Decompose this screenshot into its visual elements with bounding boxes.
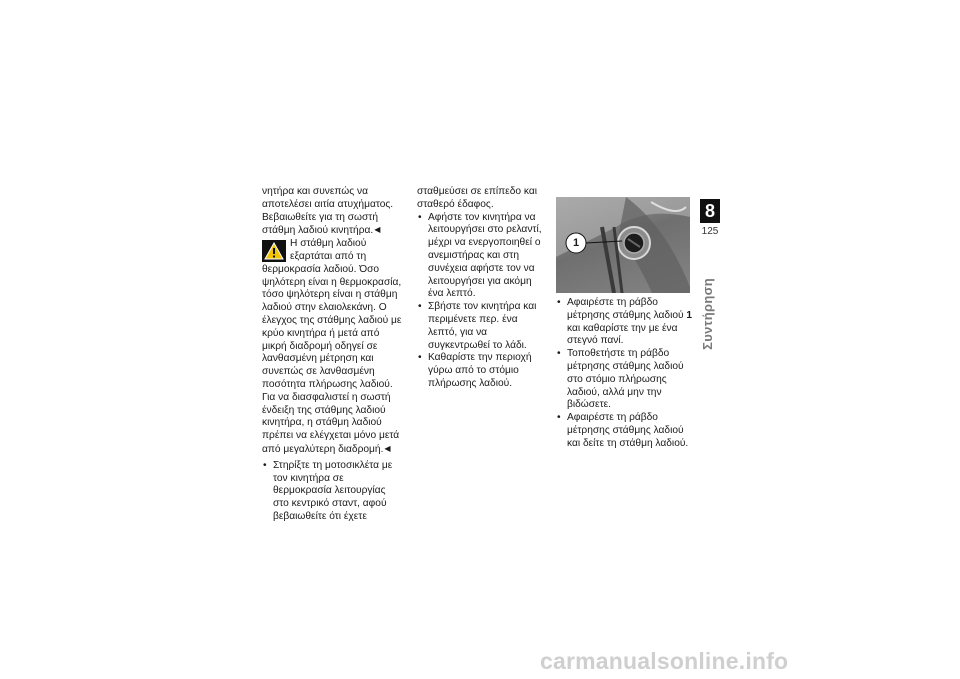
text-column-1 <box>262 186 402 524</box>
instruction-list-1 <box>262 460 402 524</box>
end-mark-icon: ◀ <box>384 443 391 453</box>
paragraph-long-ride-text: Για να διασφαλιστεί η σωστή ένδειξη της στάθμης λαδιού κινητήρα, η στάθμη λαδιού πρέπει να ελέγχεται μόνο μετά από μεγαλύτερη διαδρομή. <box>262 391 400 455</box>
list-item: • Αφαιρέστε τη ράβδο μέτρησης στάθμης λαδιού και δείτε τη στάθμη λαδιού. <box>556 412 694 450</box>
instruction-list-3 <box>556 297 694 451</box>
list-item: • Στηρίξτε τη μοτοσικλέτα με τον κινητήρα σε θερμοκρασία λειτουργίας στο κεντρικό σταντ, αφού βεβαιωθείτε ότι έχετε <box>262 460 402 524</box>
list-item: • Τοποθετήστε τη ράβδο μέτρησης στάθμης λαδιού στο στόμιο πλήρωσης λαδιού, αλλά μην την βιδώσετε. <box>556 348 694 412</box>
paragraph-continuation: νητήρα και συνεπώς να αποτελέσει αιτία ατυχήματος. <box>262 186 394 210</box>
text-column-2 <box>417 186 549 391</box>
text-column-3 <box>556 197 694 451</box>
paragraph-long-ride <box>262 392 402 457</box>
list-item <box>556 297 694 348</box>
engine-oil-dipstick-photo <box>556 197 690 293</box>
list-item: • Καθαρίστε την περιοχή γύρω από το στόμιο πλήρωσης λαδιού. <box>417 352 549 390</box>
watermark: carmanualsonline.info <box>540 648 789 674</box>
list-item: • Σβήστε τον κινητήρα και περιμένετε περ. ένα λεπτό, για να συγκεντρωθεί το λάδι. <box>417 301 549 352</box>
paragraph-continuation: σταθμεύσει σε επίπεδο και σταθερό έδαφος. <box>417 186 537 210</box>
callout-reference: 1 <box>686 309 693 321</box>
paragraph-oil-check-text: Βεβαιωθείτε για τη σωστή στάθμη λαδιού κινητήρα. <box>262 211 378 237</box>
warning-block <box>262 238 402 392</box>
chapter-number: 8 <box>700 199 720 223</box>
list-item-text: και καθαρίστε την με ένα στεγνό πανί. <box>567 322 678 347</box>
photo-callout-label: 1 <box>572 237 580 249</box>
end-mark-icon: ◀ <box>374 225 381 235</box>
instruction-list-2 <box>417 212 549 391</box>
chapter-title: Συντήρηση <box>700 278 715 350</box>
page-number: 125 <box>701 226 719 237</box>
list-item: • Αφήστε τον κινητήρα να λειτουργήσει στο ρελαντί, μέχρι να ενεργοποιηθεί ο ανεμιστήρας και στη συνέχεια αφήστε τον να λειτουργήσει για ακόμη ένα λεπτό. <box>417 212 549 302</box>
warning-triangle-icon <box>262 240 286 262</box>
list-item-text: Αφαιρέστε τη ράβδο μέτρησης στάθμης λαδιού <box>567 297 687 321</box>
paragraph-oil-check <box>262 212 402 239</box>
warning-text: Η στάθμη λαδιού εξαρτάται από τη θερμοκρασία λαδιού. Όσο ψηλότερη είναι η θερμοκρασία, τόσο ψηλότερη είναι η στάθμη λαδιού στην ελαιολεκάνη. Ο έλεγχος της στάθμης λαδιού με κρύο κινητήρα ή μετά από μικρή διαδρομή οδηγεί σε λανθασμένη μέτρηση και συνεπώς σε λανθασμένη ποσότητα πλήρωσης λαδιού. <box>262 238 402 390</box>
